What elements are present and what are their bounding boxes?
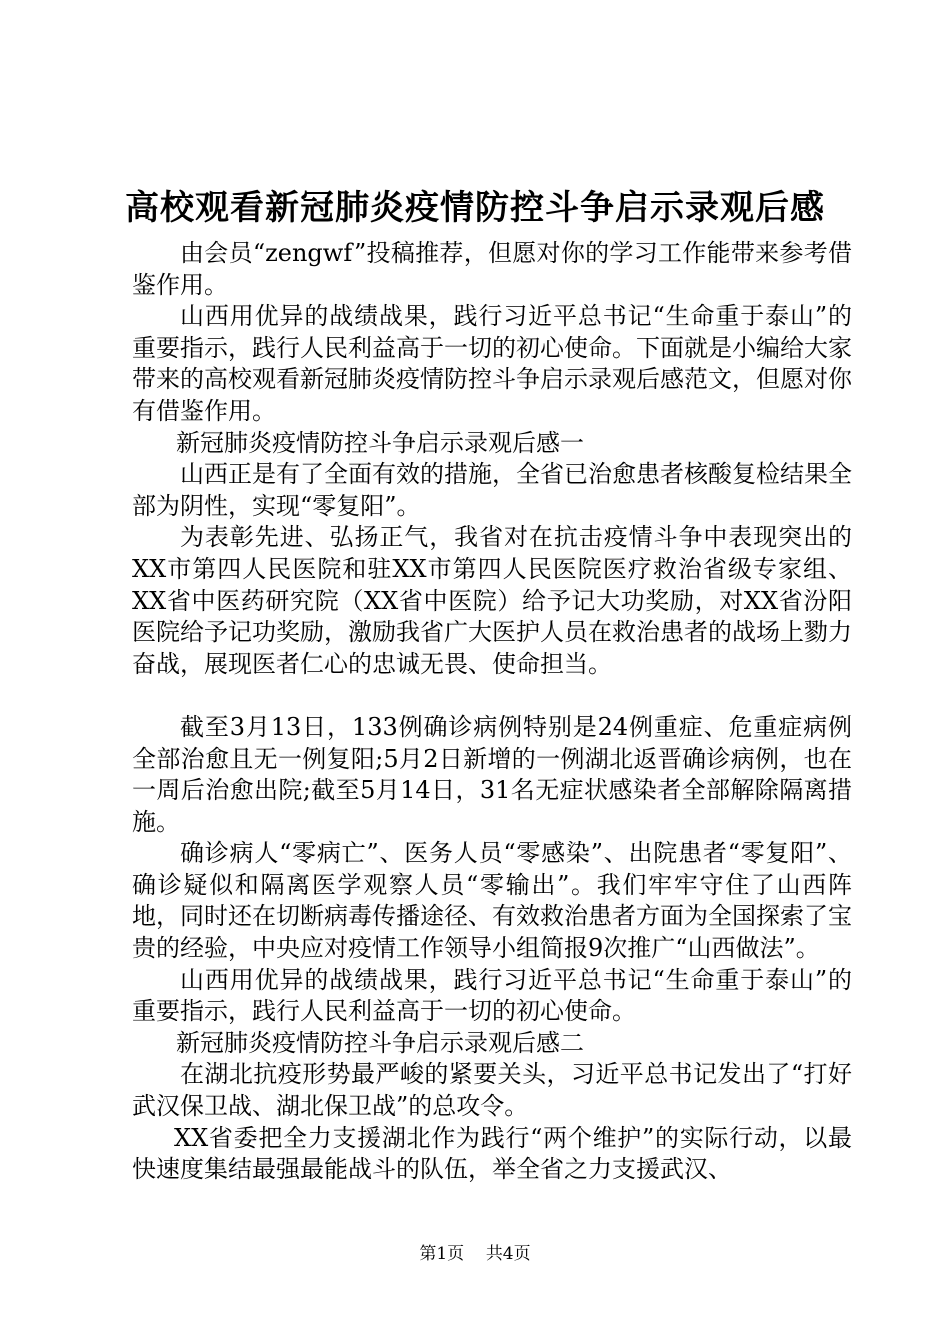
paragraph-gap [132, 680, 852, 712]
document-title: 高校观看新冠肺炎疫情防控斗争启示录观后感 [125, 188, 825, 228]
section-heading-1: 新冠肺炎疫情防控斗争启示录观后感一 [176, 428, 584, 457]
summary-paragraph: 山西用优异的战绩战果，践行习近平总书记“生命重于泰山”的重要指示，践行人民利益高于一切的初心使命。下面就是小编给大家带来的高校观看新冠肺炎疫情防控斗争启示录观后感范文，但愿对你有借鉴作用。 [132, 302, 852, 425]
body-paragraph: 山西用优异的战绩战果，践行习近平总书记“生命重于泰山”的重要指示，践行人民利益高于一切的初心使命。 [132, 965, 852, 1026]
page-total: 共4页 [485, 1244, 531, 1264]
page-number: 第1页 [419, 1244, 465, 1264]
body-paragraph: 为表彰先进、弘扬正气，我省对在抗击疫情斗争中表现突出的XX市第四人民医院和驻XX市第四人民医院医疗救治省级专家组、XX省中医药研究院（XX省中医院）给予记大功奖励，对XX省汾阳医院给予记功奖励，激励我省广大医护人员在救治患者的战场上勠力奋战，展现医者仁心的忠诚无畏、使命担当。 [132, 523, 852, 678]
intro-paragraph: 由会员“zengwf”投稿推荐，但愿对你的学习工作能带来参考借鉴作用。 [132, 239, 852, 299]
section-heading-2: 新冠肺炎疫情防控斗争启示录观后感二 [176, 1028, 584, 1057]
body-paragraph: 在湖北抗疫形势最严峻的紧要关头，习近平总书记发出了“打好武汉保卫战、湖北保卫战”的总攻令。 [132, 1060, 852, 1121]
body-paragraph: 截至3月13日，133例确诊病例特别是24例重症、危重症病例全部治愈且无一例复阳;5月2日新增的一例湖北返晋确诊病例，也在一周后治愈出院;截至5月14日，31名无症状感染者全部解除隔离措施。 [132, 712, 852, 836]
page-footer [0, 1243, 950, 1265]
page-separator [470, 1244, 481, 1264]
body-paragraph: 山西正是有了全面有效的措施，全省已治愈患者核酸复检结果全部为阴性，实现“零复阳”。 [132, 460, 852, 520]
document-body [132, 238, 852, 1186]
body-paragraph: 确诊病人“零病亡”、医务人员“零感染”、出院患者“零复阳”、确诊疑似和隔离医学观察人员“零输出”。我们牢牢守住了山西阵地，同时还在切断病毒传播途径、有效救治患者方面为全国探索了宝贵的经验，中央应对疫情工作领导小组简报9次推广“山西做法”。 [132, 839, 852, 963]
body-paragraph: XX省委把全力支援湖北作为践行“两个维护”的实际行动，以最快速度集结最强最能战斗的队伍，举全省之力支援武汉、 [132, 1123, 852, 1184]
